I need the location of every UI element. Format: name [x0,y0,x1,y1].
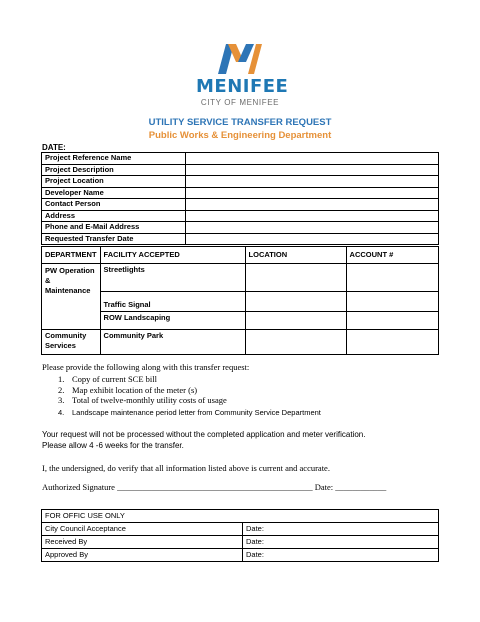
field-label: Address [42,210,186,222]
logo-wordmark: MENIFEE [196,76,289,97]
field-value[interactable] [186,210,439,222]
office-row-date[interactable]: Date: [243,523,439,536]
location-cell[interactable] [245,330,346,355]
field-label: Project Location [42,176,186,188]
col-header-location: LOCATION [245,247,346,264]
field-value[interactable] [186,222,439,234]
field-value[interactable] [186,199,439,211]
verification-statement: I, the undersigned, do verify that all information listed above is current and accurate. [42,463,330,473]
office-row [42,523,439,536]
list-item: 1. Copy of current SCE bill [58,374,157,384]
field-label: Project Reference Name [42,153,186,165]
info-row [42,176,439,188]
account-cell[interactable] [346,264,438,292]
project-info-table [41,152,439,245]
info-row [42,233,439,245]
location-cell[interactable] [245,312,346,330]
date-label: DATE: [42,143,66,152]
form-title: UTILITY SERVICE TRANSFER REQUEST [148,117,332,128]
facility-cell: ROW Landscaping [100,312,245,330]
office-use-header: FOR OFFIC USE ONLY [42,510,439,523]
info-row [42,187,439,199]
instructions-lead: Please provide the following along with this transfer request: [42,362,250,372]
col-header-facility: FACILITY ACCEPTED [100,247,245,264]
account-cell[interactable] [346,312,438,330]
field-value[interactable] [186,233,439,245]
field-label: Project Description [42,164,186,176]
info-row [42,210,439,222]
facility-table [41,246,439,355]
office-row-date[interactable]: Date: [243,536,439,549]
account-cell[interactable] [346,292,438,312]
processing-warning: Your request will not be processed without the completed application and meter verification. [42,430,366,439]
field-label: Requested Transfer Date [42,233,186,245]
office-header-row [42,510,439,523]
facility-row [42,312,439,330]
office-row [42,549,439,562]
facility-row [42,292,439,312]
info-row [42,153,439,165]
department-cell: Community Services [42,330,101,355]
logo-subtitle: CITY OF MENIFEE [200,98,280,107]
field-value[interactable] [186,153,439,165]
location-cell[interactable] [245,264,346,292]
menifee-logo-icon [216,40,264,76]
account-cell[interactable] [346,330,438,355]
instructions-list [42,374,321,418]
field-value[interactable] [186,176,439,188]
department-cell: PW Operation & Maintenance [42,264,101,330]
col-header-department: DEPARTMENT [42,247,101,264]
field-label: Phone and E-Mail Address [42,222,186,234]
list-item: 2. Map exhibit location of the meter (s) [58,384,198,395]
signature-line[interactable]: Authorized Signature ______________________________________________ Date: ____________ [42,482,387,492]
office-use-table [41,509,439,562]
timing-note: Please allow 4 -6 weeks for the transfer. [42,441,184,450]
office-row-label: Received By [42,536,243,549]
office-row-date[interactable]: Date: [243,549,439,562]
info-row [42,199,439,211]
list-item: 4. Landscape maintenance period letter from Community Service Department [58,407,321,417]
facility-cell: Traffic Signal [100,292,245,312]
info-row [42,222,439,234]
office-row-label: City Council Acceptance [42,523,243,536]
field-label: Contact Person [42,199,186,211]
facility-cell: Streetlights [100,264,245,292]
list-item: 3. Total of twelve-monthly utility costs of usage [58,395,227,405]
facility-header-row [42,247,439,264]
col-header-account: ACCOUNT # [346,247,438,264]
office-row [42,536,439,549]
facility-row [42,264,439,292]
office-row-label: Approved By [42,549,243,562]
field-label: Developer Name [42,187,186,199]
facility-cell: Community Park [100,330,245,355]
form-subtitle: Public Works & Engineering Department [148,130,332,141]
facility-row [42,330,439,355]
info-row [42,164,439,176]
field-value[interactable] [186,164,439,176]
field-value[interactable] [186,187,439,199]
location-cell[interactable] [245,292,346,312]
